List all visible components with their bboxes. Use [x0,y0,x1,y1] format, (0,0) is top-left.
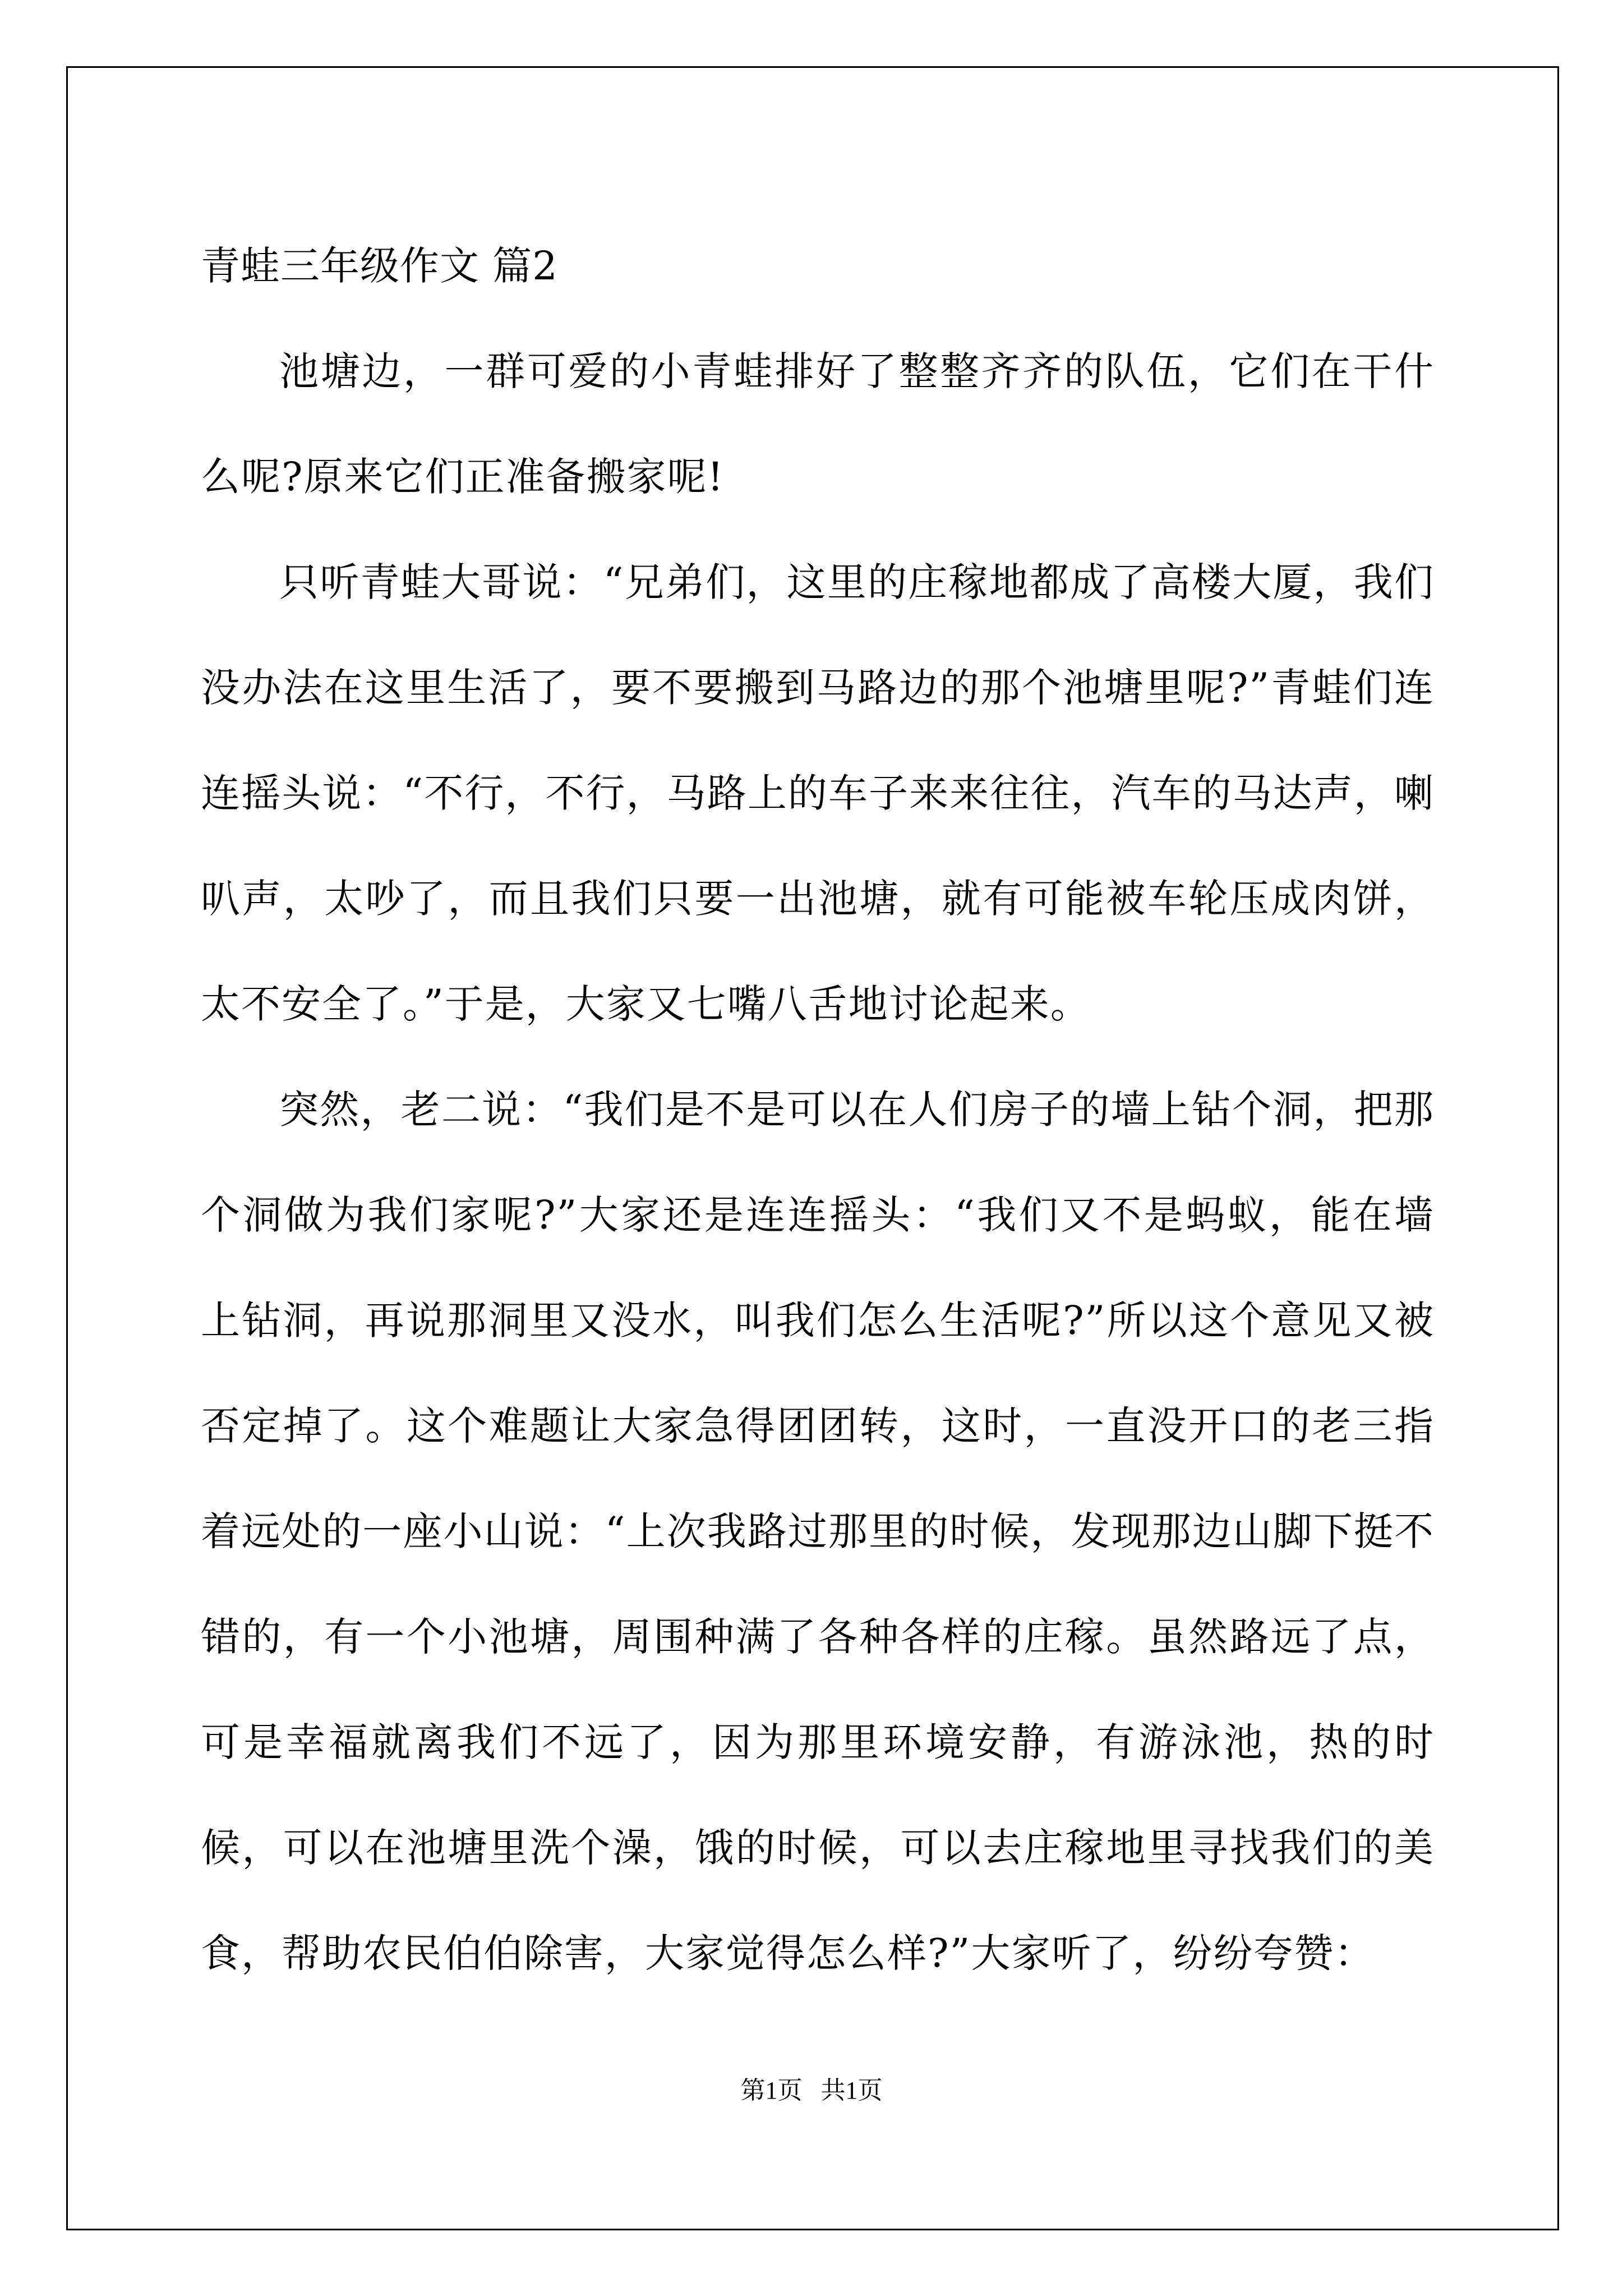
document-title: 青蛙三年级作文 篇2 [201,243,558,289]
paragraph-1: 池塘边，一群可爱的小青蛙排好了整整齐齐的队伍，它们在干什么呢?原来它们正准备搬家呢! [201,348,1435,500]
document-body [201,213,1435,2006]
paragraph-2: 只听青蛙大哥说：“兄弟们，这里的庄稼地都成了高楼大厦，我们没办法在这里生活了，要不要搬到马路边的那个池塘里呢?”青蛙们连连摇头说：“不行，不行，马路上的车子来来往往，汽车的马达声，喇叭声，太吵了，而且我们只要一出池塘，就有可能被车轮压成肉饼，太不安全了。”于是，大家又七嘴八舌地讨论起来。 [201,559,1435,1027]
paragraph-3: 突然，老二说：“我们是不是可以在人们房子的墙上钻个洞，把那个洞做为我们家呢?”大家还是连连摇头：“我们又不是蚂蚁，能在墙上钻洞，再说那洞里又没水，叫我们怎么生活呢?”所以这个意见又被否定掉了。这个难题让大家急得团团转，这时，一直没开口的老三指着远处的一座小山说：“上次我路过那里的时候，发现那边山脚下挺不错的，有一个小池塘，周围种满了各种各样的庄稼。虽然路远了点，可是幸福就离我们不远了，因为那里环境安静，有游泳池，热的时候，可以在池塘里洗个澡，饿的时候，可以去庄稼地里寻找我们的美食，帮助农民伯伯除害，大家觉得怎么样?”大家听了，纷纷夸赞： [201,1087,1435,1976]
page-footer: 第1页 共1页 [740,2077,883,2104]
